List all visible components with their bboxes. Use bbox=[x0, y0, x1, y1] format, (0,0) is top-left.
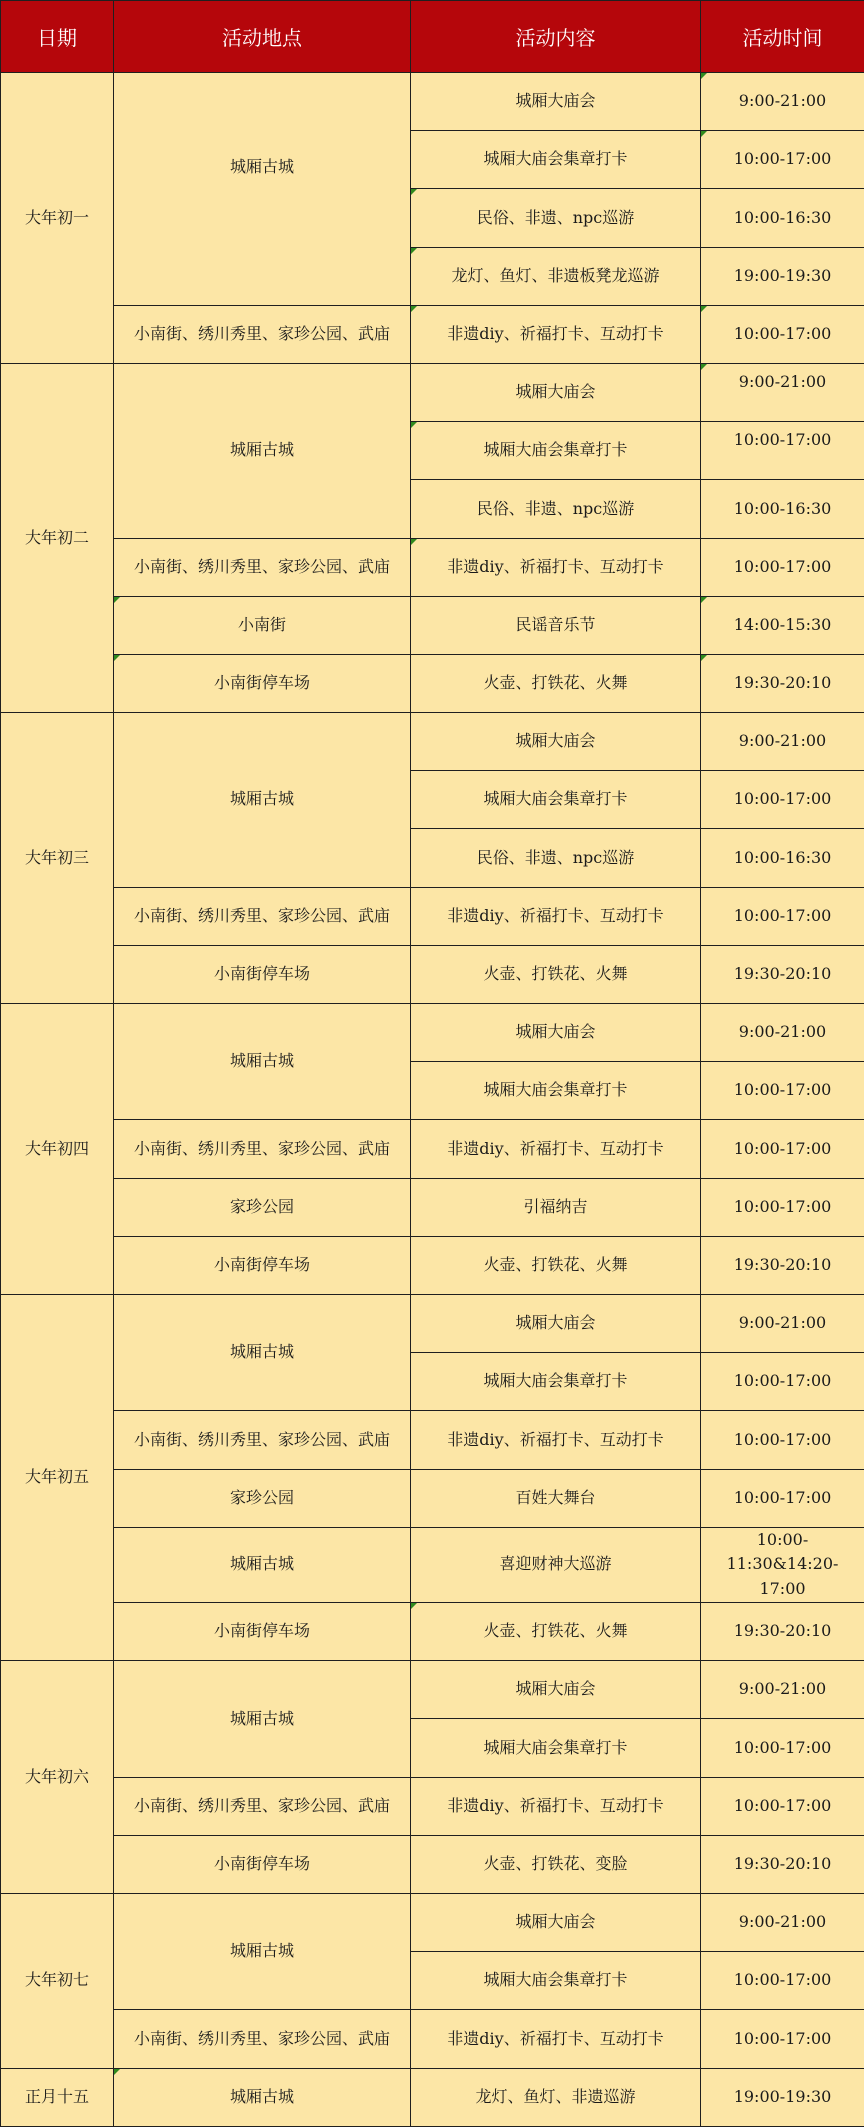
content-cell: 城厢大庙会集章打卡 bbox=[411, 131, 701, 189]
place-cell: 小南街停车场 bbox=[114, 1603, 411, 1661]
content-cell: 非遗diy、祈福打卡、互动打卡 bbox=[411, 1777, 701, 1835]
table-row bbox=[1, 73, 864, 131]
time-cell: 19:30-20:10 bbox=[701, 1835, 864, 1893]
day-cell: 大年初四 bbox=[1, 1004, 114, 1295]
place-cell: 城厢古城 bbox=[114, 1004, 411, 1120]
content-cell: 非遗diy、祈福打卡、互动打卡 bbox=[411, 305, 701, 363]
content-cell: 城厢大庙会集章打卡 bbox=[411, 1353, 701, 1411]
table-row bbox=[1, 1527, 864, 1602]
place-cell: 小南街、绣川秀里、家珍公园、武庙 bbox=[114, 305, 411, 363]
content-cell: 龙灯、鱼灯、非遗巡游 bbox=[411, 2068, 701, 2126]
content-cell: 民俗、非遗、npc巡游 bbox=[411, 189, 701, 247]
place-cell: 家珍公园 bbox=[114, 1469, 411, 1527]
header-row bbox=[1, 1, 864, 73]
table-row bbox=[1, 1294, 864, 1352]
content-cell: 龙灯、鱼灯、非遗板凳龙巡游 bbox=[411, 247, 701, 305]
time-cell: 10:00-17:00 bbox=[701, 422, 864, 480]
day-cell: 大年初七 bbox=[1, 1894, 114, 2069]
time-cell: 9:00-21:00 bbox=[701, 713, 864, 771]
place-cell: 城厢古城 bbox=[114, 1294, 411, 1410]
table-row bbox=[1, 596, 864, 654]
content-cell: 火壶、打铁花、火舞 bbox=[411, 1603, 701, 1661]
time-cell: 10:00-17:00 bbox=[701, 131, 864, 189]
content-cell: 城厢大庙会 bbox=[411, 1894, 701, 1952]
content-cell: 城厢大庙会 bbox=[411, 1294, 701, 1352]
content-cell: 喜迎财神大巡游 bbox=[411, 1527, 701, 1602]
place-cell: 小南街、绣川秀里、家珍公园、武庙 bbox=[114, 887, 411, 945]
table-header bbox=[1, 1, 864, 73]
time-cell: 10:00-17:00 bbox=[701, 1062, 864, 1120]
time-cell: 19:00-19:30 bbox=[701, 2068, 864, 2126]
table-row bbox=[1, 2068, 864, 2126]
content-cell: 非遗diy、祈福打卡、互动打卡 bbox=[411, 887, 701, 945]
time-cell: 10:00-17:00 bbox=[701, 887, 864, 945]
day-cell: 正月十五 bbox=[1, 2068, 114, 2126]
time-cell: 10:00-17:00 bbox=[701, 1777, 864, 1835]
content-cell: 城厢大庙会集章打卡 bbox=[411, 1952, 701, 2010]
place-cell: 小南街、绣川秀里、家珍公园、武庙 bbox=[114, 2010, 411, 2068]
content-cell: 城厢大庙会 bbox=[411, 713, 701, 771]
table-row bbox=[1, 1777, 864, 1835]
table-row bbox=[1, 2010, 864, 2068]
content-cell: 引福纳吉 bbox=[411, 1178, 701, 1236]
table-row bbox=[1, 1120, 864, 1178]
table-row bbox=[1, 945, 864, 1003]
content-cell: 火壶、打铁花、火舞 bbox=[411, 654, 701, 712]
content-cell: 城厢大庙会集章打卡 bbox=[411, 1719, 701, 1777]
place-cell: 小南街停车场 bbox=[114, 654, 411, 712]
time-cell: 10:00-17:00 bbox=[701, 1178, 864, 1236]
time-cell: 9:00-21:00 bbox=[701, 73, 864, 131]
time-cell: 10:00-17:00 bbox=[701, 538, 864, 596]
time-cell: 19:30-20:10 bbox=[701, 945, 864, 1003]
time-cell: 19:30-20:10 bbox=[701, 654, 864, 712]
time-cell: 10:00-17:00 bbox=[701, 771, 864, 829]
content-cell: 城厢大庙会集章打卡 bbox=[411, 771, 701, 829]
place-cell: 小南街、绣川秀里、家珍公园、武庙 bbox=[114, 538, 411, 596]
header-date: 日期 bbox=[1, 1, 114, 73]
content-cell: 非遗diy、祈福打卡、互动打卡 bbox=[411, 1120, 701, 1178]
time-cell: 9:00-21:00 bbox=[701, 363, 864, 421]
place-cell: 小南街停车场 bbox=[114, 1236, 411, 1294]
time-cell: 10:00-17:00 bbox=[701, 1952, 864, 2010]
table-row bbox=[1, 1236, 864, 1294]
header-time: 活动时间 bbox=[701, 1, 864, 73]
table-row bbox=[1, 887, 864, 945]
table-row bbox=[1, 1894, 864, 1952]
place-cell: 小南街停车场 bbox=[114, 1835, 411, 1893]
content-cell: 非遗diy、祈福打卡、互动打卡 bbox=[411, 538, 701, 596]
table-row bbox=[1, 538, 864, 596]
table-row bbox=[1, 1469, 864, 1527]
place-cell: 城厢古城 bbox=[114, 1894, 411, 2010]
time-cell: 10:00-17:00 bbox=[701, 305, 864, 363]
table-row bbox=[1, 1661, 864, 1719]
time-cell: 10:00-17:00 bbox=[701, 1120, 864, 1178]
content-cell: 民俗、非遗、npc巡游 bbox=[411, 829, 701, 887]
content-cell: 城厢大庙会 bbox=[411, 73, 701, 131]
place-cell: 城厢古城 bbox=[114, 1527, 411, 1602]
time-cell: 9:00-21:00 bbox=[701, 1294, 864, 1352]
time-cell: 10:00-16:30 bbox=[701, 829, 864, 887]
table-row bbox=[1, 713, 864, 771]
place-cell: 城厢古城 bbox=[114, 2068, 411, 2126]
table-row bbox=[1, 1835, 864, 1893]
content-cell: 非遗diy、祈福打卡、互动打卡 bbox=[411, 1411, 701, 1469]
content-cell: 民俗、非遗、npc巡游 bbox=[411, 480, 701, 538]
content-cell: 民谣音乐节 bbox=[411, 596, 701, 654]
time-cell: 9:00-21:00 bbox=[701, 1661, 864, 1719]
day-cell: 大年初二 bbox=[1, 363, 114, 712]
day-cell: 大年初三 bbox=[1, 713, 114, 1004]
content-cell: 火壶、打铁花、火舞 bbox=[411, 1236, 701, 1294]
content-cell: 百姓大舞台 bbox=[411, 1469, 701, 1527]
table-row bbox=[1, 1603, 864, 1661]
table-row bbox=[1, 363, 864, 421]
place-cell: 城厢古城 bbox=[114, 1661, 411, 1777]
time-cell: 19:30-20:10 bbox=[701, 1236, 864, 1294]
content-cell: 城厢大庙会 bbox=[411, 363, 701, 421]
place-cell: 城厢古城 bbox=[114, 363, 411, 538]
time-cell: 10:00-16:30 bbox=[701, 189, 864, 247]
table-row bbox=[1, 1004, 864, 1062]
content-cell: 城厢大庙会 bbox=[411, 1661, 701, 1719]
table-row bbox=[1, 654, 864, 712]
time-cell: 10:00-11:30&14:20-17:00 bbox=[701, 1527, 864, 1602]
content-cell: 城厢大庙会 bbox=[411, 1004, 701, 1062]
time-cell: 10:00-17:00 bbox=[701, 1353, 864, 1411]
content-cell: 火壶、打铁花、火舞 bbox=[411, 945, 701, 1003]
place-cell: 小南街 bbox=[114, 596, 411, 654]
place-cell: 城厢古城 bbox=[114, 73, 411, 306]
table-row bbox=[1, 1178, 864, 1236]
content-cell: 城厢大庙会集章打卡 bbox=[411, 422, 701, 480]
content-cell: 非遗diy、祈福打卡、互动打卡 bbox=[411, 2010, 701, 2068]
time-cell: 9:00-21:00 bbox=[701, 1004, 864, 1062]
header-place: 活动地点 bbox=[114, 1, 411, 73]
time-cell: 10:00-16:30 bbox=[701, 480, 864, 538]
header-content: 活动内容 bbox=[411, 1, 701, 73]
time-cell: 10:00-17:00 bbox=[701, 1411, 864, 1469]
time-cell: 14:00-15:30 bbox=[701, 596, 864, 654]
place-cell: 城厢古城 bbox=[114, 713, 411, 888]
table-body bbox=[1, 73, 864, 2127]
table-row bbox=[1, 305, 864, 363]
place-cell: 小南街、绣川秀里、家珍公园、武庙 bbox=[114, 1777, 411, 1835]
content-cell: 火壶、打铁花、变脸 bbox=[411, 1835, 701, 1893]
table-row bbox=[1, 1411, 864, 1469]
day-cell: 大年初一 bbox=[1, 73, 114, 364]
place-cell: 小南街、绣川秀里、家珍公园、武庙 bbox=[114, 1411, 411, 1469]
time-cell: 10:00-17:00 bbox=[701, 1719, 864, 1777]
time-cell: 19:30-20:10 bbox=[701, 1603, 864, 1661]
time-cell: 10:00-17:00 bbox=[701, 1469, 864, 1527]
day-cell: 大年初五 bbox=[1, 1294, 114, 1660]
day-cell: 大年初六 bbox=[1, 1661, 114, 1894]
time-cell: 9:00-21:00 bbox=[701, 1894, 864, 1952]
time-cell: 19:00-19:30 bbox=[701, 247, 864, 305]
time-cell: 10:00-17:00 bbox=[701, 2010, 864, 2068]
place-cell: 小南街、绣川秀里、家珍公园、武庙 bbox=[114, 1120, 411, 1178]
place-cell: 小南街停车场 bbox=[114, 945, 411, 1003]
place-cell: 家珍公园 bbox=[114, 1178, 411, 1236]
content-cell: 城厢大庙会集章打卡 bbox=[411, 1062, 701, 1120]
